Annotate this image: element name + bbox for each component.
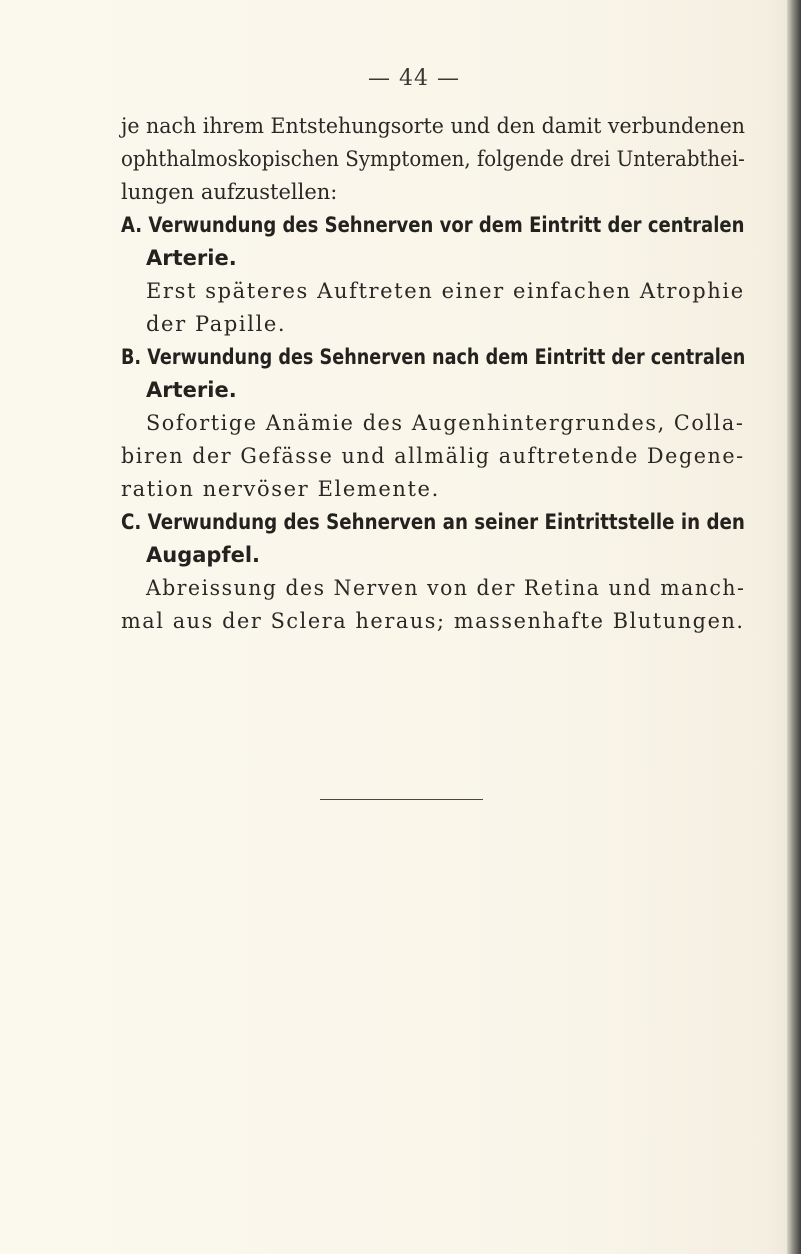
intro-line: je nach ihrem Entstehungsorte und den damit verbundenen bbox=[121, 114, 745, 138]
intro-line: ophthalmoskopischen Symptomen, folgende drei Unterabthei- bbox=[121, 147, 745, 171]
section-b-text: Sofortige Anämie des Augenhintergrundes, Colla- bbox=[146, 411, 745, 435]
section-a-heading-cont: Arterie. bbox=[146, 246, 237, 270]
section-a-text: Erst späteres Auftreten einer einfachen Atrophie bbox=[146, 279, 745, 303]
page-edge-shadow bbox=[787, 0, 801, 1254]
section-c-heading-cont: Augapfel. bbox=[146, 543, 260, 567]
section-c-heading: C. Verwundung des Sehnerven an seiner Eintrittstelle in den bbox=[121, 510, 745, 534]
page-number: — 44 — bbox=[368, 66, 460, 91]
intro-line: lungen aufzustellen: bbox=[121, 180, 338, 204]
section-a-heading: A. Verwundung des Sehnerven vor dem Eintritt der centralen bbox=[121, 213, 745, 237]
section-b-heading: B. Verwundung des Sehnerven nach dem Eintritt der centralen bbox=[121, 345, 746, 369]
section-b-heading-cont: Arterie. bbox=[146, 378, 237, 402]
section-b-text: biren der Gefässe und allmälig auftretende Degene- bbox=[121, 444, 745, 468]
section-c-text: Abreissung des Nerven von der Retina und manch- bbox=[146, 576, 746, 600]
section-c-text: mal aus der Sclera heraus; massenhafte Blutungen. bbox=[121, 609, 745, 633]
section-b-text: ration nervöser Elemente. bbox=[121, 477, 440, 501]
section-end-rule bbox=[320, 799, 483, 800]
section-a-text: der Papille. bbox=[146, 312, 287, 336]
